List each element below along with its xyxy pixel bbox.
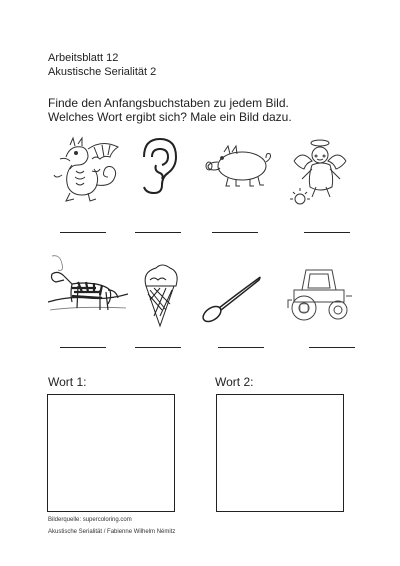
image-source: Bilderquelle: supercoloring.com <box>48 517 132 523</box>
pig-icon <box>202 142 272 190</box>
spoon-icon <box>200 274 262 326</box>
answer-line[interactable] <box>135 232 181 233</box>
answer-line[interactable] <box>218 347 264 348</box>
answer-line[interactable] <box>60 347 106 348</box>
word-2-label: Wort 2: <box>215 375 254 389</box>
worksheet-subtitle: Akustische Serialität 2 <box>48 66 157 78</box>
zebra-icon <box>48 252 128 322</box>
ice-cream-icon <box>140 262 180 330</box>
answer-line[interactable] <box>60 232 106 233</box>
word-1-drawing-box[interactable] <box>47 394 175 512</box>
worksheet-title: Arbeitsblatt 12 <box>48 52 119 64</box>
answer-line[interactable] <box>309 347 355 348</box>
tractor-icon <box>284 264 354 328</box>
word-2-drawing-box[interactable] <box>216 394 344 512</box>
dragon-icon <box>48 135 126 207</box>
angel-icon <box>290 135 354 207</box>
answer-line[interactable] <box>304 232 350 233</box>
answer-line[interactable] <box>135 347 181 348</box>
ear-icon <box>132 135 182 197</box>
word-1-label: Wort 1: <box>48 375 87 389</box>
instruction-line-2: Welches Wort ergibt sich? Male ein Bild dazu. <box>48 110 292 124</box>
credit-line: Akustische Serialität / Fabienne Wilhelm Némitz <box>48 529 176 535</box>
answer-line[interactable] <box>212 232 258 233</box>
instruction-line-1: Finde den Anfangsbuchstaben zu jedem Bild. <box>48 96 289 110</box>
